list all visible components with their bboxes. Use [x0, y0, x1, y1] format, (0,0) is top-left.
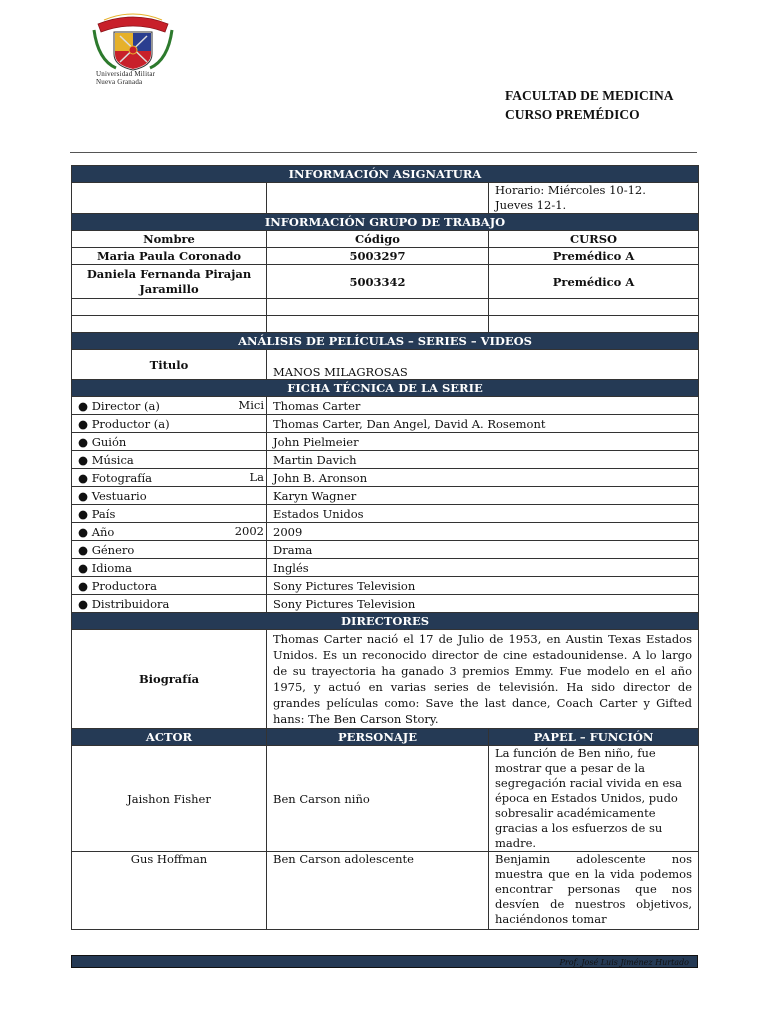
footer-bar [71, 955, 698, 968]
ficha-label-text: ● País [78, 506, 116, 521]
ficha-label [72, 451, 267, 469]
faculty-heading [505, 86, 674, 124]
ficha-value: Drama [267, 541, 699, 559]
actor-role: La función de Ben niño, fue mostrar que a pesar de la segregación racial vivida en esa época en Estados Unidos, pudo sobresalir académicamente gracias a los esfuerzos de su madre. [489, 746, 699, 852]
header-divider [70, 152, 697, 153]
ficha-row [72, 505, 699, 523]
course-form-table [71, 165, 699, 930]
titulo-value: MANOS MILAGROSAS [267, 350, 699, 380]
ficha-row [72, 523, 699, 541]
member-course: Premédico A [489, 265, 699, 299]
empty-row [72, 299, 699, 316]
ficha-value: John Pielmeier [267, 433, 699, 451]
ficha-row [72, 577, 699, 595]
ficha-label [72, 577, 267, 595]
ficha-label-overflow: La [249, 470, 264, 484]
empty-row [72, 316, 699, 333]
horario-cell [489, 183, 699, 214]
section-grupo-title: INFORMACIÓN GRUPO DE TRABAJO [72, 214, 699, 231]
ficha-row [72, 415, 699, 433]
section-ficha-title: FICHA TÉCNICA DE LA SERIE [72, 380, 699, 397]
ficha-label-text: ● Año [78, 524, 115, 539]
col-header-personaje: PERSONAJE [267, 729, 489, 746]
member-name: Maria Paula Coronado [72, 248, 267, 265]
horario-line-1: Horario: Miércoles 10-12. [495, 183, 646, 197]
logo-caption-line2: Nueva Granada [96, 78, 143, 86]
ficha-label [72, 433, 267, 451]
col-header-curso: CURSO [489, 231, 699, 248]
logo-caption-line1: Universidad Militar [96, 70, 156, 78]
ficha-row [72, 451, 699, 469]
section-asignatura-title: INFORMACIÓN ASIGNATURA [72, 166, 699, 183]
col-header-actor: ACTOR [72, 729, 267, 746]
ficha-row [72, 397, 699, 415]
ficha-row [72, 487, 699, 505]
logo-caption [96, 70, 176, 86]
asignatura-cell-2 [267, 183, 489, 214]
member-name: Daniela Fernanda Pirajan Jaramillo [72, 265, 267, 299]
ficha-label [72, 541, 267, 559]
ficha-label [72, 505, 267, 523]
ficha-value: Inglés [267, 559, 699, 577]
horario-line-2: Jueves 12-1. [495, 198, 567, 212]
ficha-label-text: ● Fotografía [78, 470, 153, 485]
asignatura-cell-1 [72, 183, 267, 214]
ficha-value: Sony Pictures Television [267, 595, 699, 613]
ficha-row [72, 469, 699, 487]
ficha-label-text: ● Vestuario [78, 488, 147, 503]
ficha-label-text: ● Director (a) [78, 398, 160, 413]
ficha-label [72, 397, 267, 415]
col-header-codigo: Código [267, 231, 489, 248]
ficha-label [72, 559, 267, 577]
member-code: 5003297 [267, 248, 489, 265]
section-analisis-title: ANÁLISIS DE PELÍCULAS – SERIES – VIDEOS [72, 333, 699, 350]
ficha-value: Thomas Carter, Dan Angel, David A. Rosemont [267, 415, 699, 433]
ficha-label-overflow: 2002 [234, 524, 264, 538]
ficha-row [72, 595, 699, 613]
ficha-row [72, 559, 699, 577]
actor-name: Jaishon Fisher [72, 746, 267, 852]
ficha-label [72, 415, 267, 433]
ficha-row [72, 541, 699, 559]
biografia-label: Biografía [72, 630, 267, 729]
col-header-papel: PAPEL – FUNCIÓN [489, 729, 699, 746]
ficha-label [72, 487, 267, 505]
ficha-label-text: ● Productora [78, 578, 157, 593]
ficha-value: Thomas Carter [267, 397, 699, 415]
col-header-nombre: Nombre [72, 231, 267, 248]
course-name: CURSO PREMÉDICO [505, 107, 640, 122]
table-row [72, 248, 699, 265]
table-row [72, 746, 699, 852]
faculty-name: FACULTAD DE MEDICINA [505, 88, 674, 103]
ficha-label-text: ● Idioma [78, 560, 132, 575]
ficha-value: Sony Pictures Television [267, 577, 699, 595]
ficha-label-text: ● Música [78, 452, 134, 467]
ficha-value: Estados Unidos [267, 505, 699, 523]
titulo-label: Titulo [72, 350, 267, 380]
section-directores-title: DIRECTORES [72, 613, 699, 630]
ficha-label [72, 523, 267, 541]
actor-character: Ben Carson niño [267, 746, 489, 852]
ficha-label-overflow: Mici [238, 398, 264, 412]
table-row [72, 265, 699, 299]
ficha-value: John B. Aronson [267, 469, 699, 487]
ficha-value: 2009 [267, 523, 699, 541]
ficha-value: Martin Davich [267, 451, 699, 469]
ficha-label [72, 595, 267, 613]
ficha-row [72, 433, 699, 451]
actor-role: Benjamin adolescente nos muestra que en la vida podemos encontrar personas que nos desvíen de nuestros objetivos, haciéndonos tomar [489, 852, 699, 930]
table-row [72, 852, 699, 930]
ficha-label-text: ● Género [78, 542, 135, 557]
ficha-label-text: ● Productor (a) [78, 416, 170, 431]
member-code: 5003342 [267, 265, 489, 299]
ficha-label [72, 469, 267, 487]
actor-character: Ben Carson adolescente [267, 852, 489, 930]
actor-name: Gus Hoffman [72, 852, 267, 930]
ficha-label-text: ● Distribuidora [78, 596, 170, 611]
footer-professor: Prof. José Luis Jiménez Hurtado [559, 958, 689, 967]
ficha-label-text: ● Guión [78, 434, 127, 449]
ficha-value: Karyn Wagner [267, 487, 699, 505]
member-course: Premédico A [489, 248, 699, 265]
biografia-text: Thomas Carter nació el 17 de Julio de 1953, en Austin Texas Estados Unidos. Es un reconocido director de cine estadounidense. A lo largo de su trayectoria ha ganado 3 premios Emmy. Fue modelo en el año 1975, y actuó en varias series de televisión. Ha sido director de grandes películas como: Save the last dance, Coach Carter y Gifted hans: The Ben Carson Story. [267, 630, 699, 729]
